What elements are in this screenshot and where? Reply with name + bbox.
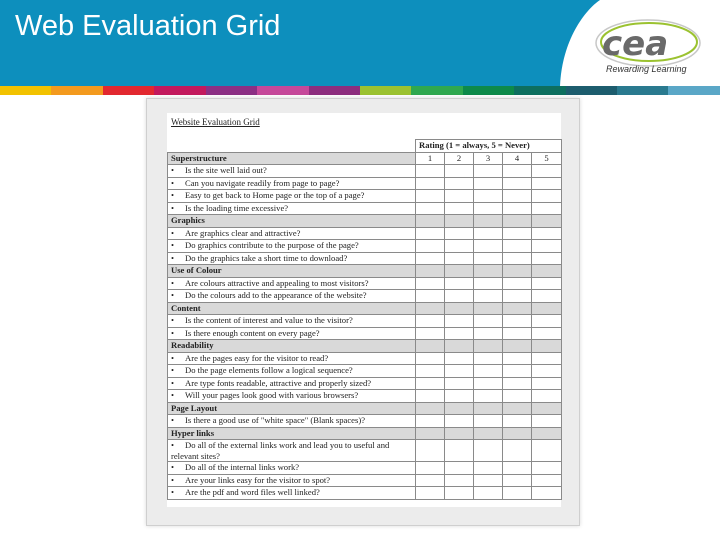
section-label: Readability — [168, 340, 416, 353]
rating-cell[interactable] — [503, 352, 532, 365]
rating-cell[interactable] — [474, 227, 503, 240]
section-label: Use of Colour — [168, 265, 416, 278]
section-label: Hyper links — [168, 427, 416, 440]
rating-cell[interactable] — [532, 390, 562, 403]
rating-cell[interactable] — [474, 377, 503, 390]
rating-cell[interactable] — [474, 365, 503, 378]
rating-scale-number: 1 — [416, 152, 445, 165]
rating-cell[interactable] — [416, 252, 445, 265]
rating-cell[interactable] — [416, 240, 445, 253]
question-row — [168, 327, 562, 340]
question-text: Are the pages easy for the visitor to read? — [185, 352, 329, 363]
question-text: Is there a good use of "white space" (Blank spaces)? — [185, 415, 366, 425]
question-row — [168, 487, 562, 500]
rating-cell[interactable] — [503, 474, 532, 487]
section-rating-cell — [416, 427, 445, 440]
section-rating-cell — [503, 215, 532, 228]
question-text: Will your pages look good with various browsers? — [185, 390, 359, 400]
rating-cell[interactable] — [416, 415, 445, 428]
rating-cell[interactable] — [474, 352, 503, 365]
question-row — [168, 474, 562, 487]
rating-cell[interactable] — [445, 487, 474, 500]
question-row — [168, 177, 562, 190]
section-rating-cell — [474, 340, 503, 353]
bullet-icon: • — [171, 390, 175, 400]
rating-cell[interactable] — [503, 377, 532, 390]
bullet-icon: • — [171, 165, 175, 175]
section-rating-cell — [445, 215, 474, 228]
rating-cell[interactable] — [474, 474, 503, 487]
rating-cell[interactable] — [416, 365, 445, 378]
bullet-icon: • — [171, 487, 175, 497]
question-row — [168, 277, 562, 290]
rating-cell[interactable] — [503, 327, 532, 340]
section-rating-cell — [416, 302, 445, 315]
rating-cell[interactable] — [532, 165, 562, 178]
section-rating-cell — [503, 402, 532, 415]
rating-cell[interactable] — [532, 315, 562, 328]
rating-cell[interactable] — [474, 440, 503, 462]
rating-cell[interactable] — [445, 390, 474, 403]
section-rating-cell — [532, 265, 562, 278]
rating-cell[interactable] — [503, 462, 532, 475]
rating-cell[interactable] — [532, 240, 562, 253]
rating-cell[interactable] — [532, 252, 562, 265]
bullet-icon: • — [171, 227, 175, 238]
rating-cell[interactable] — [532, 415, 562, 428]
rating-scale-number: 4 — [503, 152, 532, 165]
question-row — [168, 352, 562, 365]
question-row — [168, 190, 562, 203]
question-row — [168, 290, 562, 303]
bullet-icon: • — [171, 377, 175, 388]
bullet-icon: • — [171, 462, 175, 472]
rating-cell[interactable] — [474, 415, 503, 428]
rating-cell[interactable] — [532, 377, 562, 390]
rating-cell[interactable] — [416, 390, 445, 403]
question-text: Do the graphics take a short time to download? — [185, 252, 348, 263]
question-row — [168, 240, 562, 253]
question-text: Do the page elements follow a logical sequence? — [185, 365, 353, 375]
question-row — [168, 462, 562, 475]
rating-cell[interactable] — [532, 487, 562, 500]
rating-cell[interactable] — [416, 277, 445, 290]
section-rating-cell — [445, 427, 474, 440]
rating-cell[interactable] — [445, 440, 474, 462]
section-rating-cell — [445, 302, 474, 315]
bullet-icon: • — [171, 352, 175, 363]
rating-cell[interactable] — [474, 290, 503, 303]
section-rating-cell — [503, 265, 532, 278]
rating-cell[interactable] — [416, 315, 445, 328]
section-rating-cell — [474, 427, 503, 440]
section-label: Superstructure — [168, 152, 416, 165]
section-rating-cell — [445, 340, 474, 353]
stripe-segment — [514, 86, 565, 95]
rating-cell[interactable] — [474, 327, 503, 340]
bullet-icon: • — [171, 177, 175, 188]
rating-cell[interactable] — [503, 240, 532, 253]
rating-cell[interactable] — [503, 202, 532, 215]
evaluation-table — [167, 139, 562, 500]
question-row — [168, 202, 562, 215]
stripe-segment — [206, 86, 257, 95]
section-rating-cell — [474, 402, 503, 415]
rating-cell[interactable] — [503, 177, 532, 190]
question-text: Are your links easy for the visitor to spot? — [185, 474, 331, 485]
rating-cell[interactable] — [532, 190, 562, 203]
section-row — [168, 340, 562, 353]
section-label: Content — [168, 302, 416, 315]
rating-cell[interactable] — [503, 440, 532, 462]
section-row — [168, 402, 562, 415]
rating-cell[interactable] — [445, 377, 474, 390]
stripe-segment — [668, 86, 719, 95]
rating-cell[interactable] — [445, 252, 474, 265]
question-text: Do all of the internal links work? — [185, 462, 300, 472]
section-row — [168, 215, 562, 228]
section-rating-cell — [445, 402, 474, 415]
rating-cell[interactable] — [474, 240, 503, 253]
rating-scale-number: 2 — [445, 152, 474, 165]
rating-cell[interactable] — [474, 487, 503, 500]
question-row — [168, 440, 562, 462]
rating-cell[interactable] — [445, 177, 474, 190]
question-text: Is the loading time excessive? — [185, 202, 289, 213]
question-text: Are graphics clear and attractive? — [185, 227, 301, 238]
stripe-segment — [463, 86, 514, 95]
rating-cell[interactable] — [416, 165, 445, 178]
rating-cell[interactable] — [474, 165, 503, 178]
rating-cell[interactable] — [532, 177, 562, 190]
bullet-icon: • — [171, 290, 175, 300]
rating-cell[interactable] — [503, 487, 532, 500]
stripe-segment — [154, 86, 205, 95]
stripe-segment — [566, 86, 617, 95]
question-text: Are colours attractive and appealing to most visitors? — [185, 277, 369, 288]
rating-cell[interactable] — [474, 390, 503, 403]
stripe-segment — [360, 86, 411, 95]
rating-cell[interactable] — [416, 290, 445, 303]
stripe-segment — [103, 86, 154, 95]
rating-cell[interactable] — [445, 290, 474, 303]
rating-cell[interactable] — [445, 462, 474, 475]
rating-cell[interactable] — [445, 327, 474, 340]
question-row — [168, 415, 562, 428]
question-text: Are the pdf and word files well linked? — [185, 487, 320, 497]
question-row — [168, 377, 562, 390]
rating-cell[interactable] — [503, 415, 532, 428]
bullet-icon: • — [171, 474, 175, 485]
section-rating-cell — [532, 402, 562, 415]
section-row — [168, 427, 562, 440]
question-row — [168, 252, 562, 265]
rating-cell[interactable] — [503, 315, 532, 328]
rating-cell[interactable] — [474, 252, 503, 265]
section-rating-cell — [416, 340, 445, 353]
rating-cell[interactable] — [416, 177, 445, 190]
question-text: Is the content of interest and value to the visitor? — [185, 315, 353, 325]
bullet-icon: • — [171, 202, 175, 213]
rating-cell[interactable] — [416, 190, 445, 203]
color-stripe — [0, 86, 720, 95]
bullet-icon: • — [171, 440, 175, 450]
stripe-segment — [257, 86, 308, 95]
rating-cell[interactable] — [445, 240, 474, 253]
rating-cell[interactable] — [416, 352, 445, 365]
question-text: Do all of the external links work and lead you to useful and relevant sites? — [171, 440, 390, 461]
rating-header: Rating (1 = always, 5 = Never) — [416, 140, 562, 153]
rating-cell[interactable] — [474, 202, 503, 215]
question-text: Is the site well laid out? — [185, 165, 267, 175]
bullet-icon: • — [171, 252, 175, 263]
rating-cell[interactable] — [416, 487, 445, 500]
rating-cell[interactable] — [416, 377, 445, 390]
rating-scale-number: 3 — [474, 152, 503, 165]
logo-wordmark: cea — [602, 24, 669, 64]
bullet-icon: • — [171, 190, 175, 200]
bullet-icon: • — [171, 415, 175, 425]
stripe-segment — [51, 86, 102, 95]
section-rating-cell — [532, 215, 562, 228]
section-row — [168, 265, 562, 278]
stripe-segment — [309, 86, 360, 95]
rating-cell[interactable] — [445, 202, 474, 215]
question-text: Do graphics contribute to the purpose of the page? — [185, 240, 359, 250]
rating-cell[interactable] — [503, 365, 532, 378]
rating-cell[interactable] — [503, 252, 532, 265]
evaluation-document — [146, 98, 580, 526]
rating-cell[interactable] — [416, 202, 445, 215]
question-text: Easy to get back to Home page or the top of a page? — [185, 190, 365, 200]
rating-cell[interactable] — [445, 474, 474, 487]
rating-cell[interactable] — [503, 227, 532, 240]
question-row — [168, 315, 562, 328]
rating-cell[interactable] — [445, 415, 474, 428]
rating-cell[interactable] — [474, 315, 503, 328]
rating-cell[interactable] — [445, 190, 474, 203]
section-rating-cell — [532, 427, 562, 440]
section-rating-cell — [416, 265, 445, 278]
rating-cell[interactable] — [503, 390, 532, 403]
rating-cell[interactable] — [416, 440, 445, 462]
section-row — [168, 152, 562, 165]
rating-cell[interactable] — [532, 474, 562, 487]
section-rating-cell — [532, 340, 562, 353]
section-rating-cell — [503, 340, 532, 353]
rating-cell[interactable] — [532, 277, 562, 290]
question-text: Are type fonts readable, attractive and properly sized? — [185, 377, 372, 388]
rating-cell[interactable] — [445, 315, 474, 328]
rating-cell[interactable] — [416, 474, 445, 487]
rating-cell[interactable] — [445, 165, 474, 178]
question-row — [168, 365, 562, 378]
rating-cell[interactable] — [532, 290, 562, 303]
rating-cell[interactable] — [532, 352, 562, 365]
section-rating-cell — [532, 302, 562, 315]
rating-cell[interactable] — [445, 227, 474, 240]
section-label: Page Layout — [168, 402, 416, 415]
stripe-segment — [0, 86, 51, 95]
document-title: Website Evaluation Grid — [171, 117, 260, 127]
rating-cell[interactable] — [474, 190, 503, 203]
section-rating-cell — [416, 215, 445, 228]
slide-title: Web Evaluation Grid — [15, 10, 281, 42]
stripe-segment — [617, 86, 668, 95]
section-rating-cell — [474, 302, 503, 315]
rating-cell[interactable] — [445, 365, 474, 378]
bullet-icon: • — [171, 315, 175, 325]
bullet-icon: • — [171, 327, 175, 338]
rating-cell[interactable] — [445, 277, 474, 290]
rating-cell[interactable] — [503, 277, 532, 290]
rating-cell[interactable] — [503, 165, 532, 178]
rating-cell[interactable] — [532, 462, 562, 475]
section-label: Graphics — [168, 215, 416, 228]
section-rating-cell — [474, 265, 503, 278]
bullet-icon: • — [171, 365, 175, 375]
question-text: Is there enough content on every page? — [185, 327, 320, 338]
question-text: Do the colours add to the appearance of the website? — [185, 290, 367, 300]
question-text: Can you navigate readily from page to page? — [185, 177, 340, 188]
rating-cell[interactable] — [503, 290, 532, 303]
rating-cell[interactable] — [532, 440, 562, 462]
section-rating-cell — [445, 265, 474, 278]
stripe-segment — [411, 86, 462, 95]
section-row — [168, 302, 562, 315]
rating-header-row — [168, 140, 562, 153]
rating-cell[interactable] — [532, 227, 562, 240]
logo-tagline: Rewarding Learning — [606, 64, 687, 74]
rating-cell[interactable] — [416, 327, 445, 340]
rating-cell[interactable] — [416, 462, 445, 475]
rating-cell[interactable] — [532, 327, 562, 340]
rating-cell[interactable] — [532, 365, 562, 378]
rating-cell[interactable] — [503, 190, 532, 203]
rating-cell[interactable] — [416, 227, 445, 240]
rating-cell[interactable] — [474, 277, 503, 290]
rating-cell[interactable] — [474, 177, 503, 190]
rating-cell[interactable] — [474, 462, 503, 475]
section-rating-cell — [474, 215, 503, 228]
question-row — [168, 165, 562, 178]
section-rating-cell — [503, 427, 532, 440]
bullet-icon: • — [171, 240, 175, 250]
question-row — [168, 390, 562, 403]
bullet-icon: • — [171, 277, 175, 288]
question-row — [168, 227, 562, 240]
rating-cell[interactable] — [445, 352, 474, 365]
rating-cell[interactable] — [532, 202, 562, 215]
section-rating-cell — [503, 302, 532, 315]
rating-scale-number: 5 — [532, 152, 562, 165]
section-rating-cell — [416, 402, 445, 415]
